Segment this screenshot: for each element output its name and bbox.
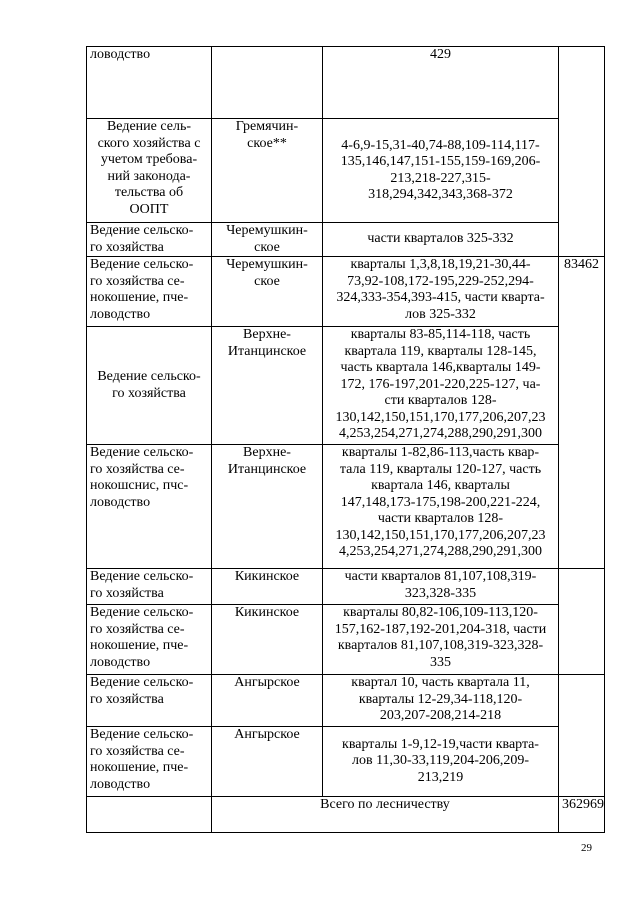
table-row	[87, 257, 605, 327]
quarters-cell: кварталы 1,3,8,18,19,21-30,44- 73,92-108,172-195,229-252,294- 324,333-354,393-415, части кварта- лов 325-332	[323, 257, 559, 327]
total-label: Всего по лесничеству	[212, 797, 559, 833]
activity-cell: ловодство	[87, 47, 212, 119]
municipality-cell: Кикинское	[212, 569, 323, 605]
municipality-cell: Гремячин- ское**	[212, 119, 323, 223]
quarters-cell: кварталы 1-82,86-113,часть квар- тала 119, кварталы 120-127, часть квартала 146, кварталы 147,148,173-175,198-200,221-224, части кварталов 128- 130,142,150,151,170,177,206,207,23 4,253,254,271,274,288,290,291,300	[323, 445, 559, 569]
quarters-cell: 4-6,9-15,31-40,74-88,109-114,117- 135,146,147,151-155,159-169,206- 213,218-227,315- 318,294,342,343,368-372	[323, 119, 559, 223]
table-row	[87, 223, 605, 257]
area-cell	[559, 569, 605, 675]
municipality-cell	[212, 47, 323, 119]
municipality-cell: Верхне- Итанцинское	[212, 327, 323, 445]
quarters-cell: части кварталов 81,107,108,319- 323,328-335	[323, 569, 559, 605]
page-number: 29	[581, 842, 592, 854]
quarters-cell: кварталы 83-85,114-118, часть квартала 119, кварталы 128-145, часть квартала 146,кварталы 149- 172, 176-197,201-220,225-127, ча- сти кварталов 128- 130,142,150,151,170,177,206,207,23 4,253,254,271,274,288,290,291,300	[323, 327, 559, 445]
table-row	[87, 727, 605, 797]
municipality-cell: Черемушкин- ское	[212, 223, 323, 257]
table-row	[87, 605, 605, 675]
table-row	[87, 47, 605, 119]
quarters-cell: части кварталов 325-332	[323, 223, 559, 257]
municipality-cell: Верхне- Итанцинское	[212, 445, 323, 569]
table-row	[87, 445, 605, 569]
activity-cell: Ведение сельско- го хозяйства се- нокошснис, пчс- ловодство	[87, 445, 212, 569]
forest-usage-table	[86, 46, 605, 833]
activity-cell: Ведение сельско- го хозяйства	[87, 675, 212, 727]
total-value: 362969	[559, 797, 605, 833]
quarters-cell: квартал 10, часть квартала 11, кварталы 12-29,34-118,120- 203,207-208,214-218	[323, 675, 559, 727]
area-cell	[559, 675, 605, 797]
activity-cell: Ведение сель- ского хозяйства с учетом требова- ний законода- тельства об ООПТ	[87, 119, 212, 223]
municipality-cell: Кикинское	[212, 605, 323, 675]
area-cell: 83462	[559, 257, 605, 569]
activity-cell: Ведение сельско- го хозяйства се- нокошение, пче- ловодство	[87, 727, 212, 797]
activity-cell: Ведение сельско- го хозяйства се- нокошение, пче- ловодство	[87, 605, 212, 675]
quarters-cell: кварталы 1-9,12-19,части квартa- лов 11,30-33,119,204-206,209- 213,219	[323, 727, 559, 797]
total-row	[87, 797, 605, 833]
activity-cell: Ведение сельско- го хозяйства	[87, 223, 212, 257]
quarters-cell: 429	[323, 47, 559, 119]
area-cell	[559, 47, 605, 257]
activity-cell: Ведение сельско- го хозяйства	[87, 569, 212, 605]
activity-cell: Ведение сельско- го хозяйства се- нокошение, пче- ловодство	[87, 257, 212, 327]
table-row	[87, 569, 605, 605]
municipality-cell: Черемушкин- ское	[212, 257, 323, 327]
quarters-cell: кварталы 80,82-106,109-113,120- 157,162-187,192-201,204-318, части кварталов 81,107,108,319-323,328- 335	[323, 605, 559, 675]
activity-cell: Ведение сельско- го хозяйства	[87, 327, 212, 445]
municipality-cell: Ангырское	[212, 675, 323, 727]
table-row	[87, 675, 605, 727]
municipality-cell: Ангырское	[212, 727, 323, 797]
table-row	[87, 119, 605, 223]
table-row	[87, 327, 605, 445]
total-empty-cell	[87, 797, 212, 833]
